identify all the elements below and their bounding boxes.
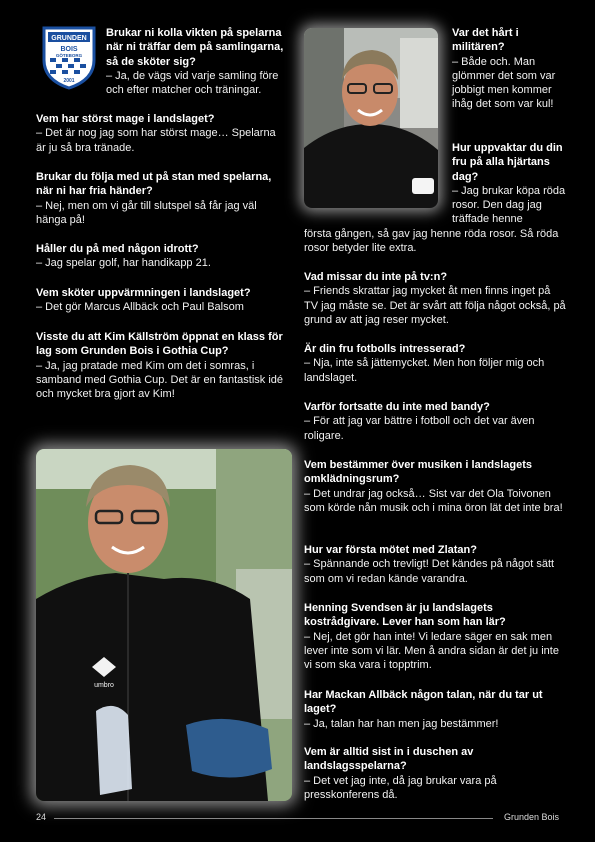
qa-right-6	[304, 688, 566, 731]
qa-left-4	[36, 330, 286, 401]
answer: – Både och. Man glömmer det som var jobbigt men kommer ihåg det som var kul!	[452, 55, 556, 111]
page-number: 24	[36, 812, 47, 822]
photo-coach-with-bag	[36, 449, 292, 801]
footer-title: Grunden Bois	[503, 812, 559, 822]
question: Vad missar du inte på tv:n?	[304, 271, 448, 283]
answer: – Det gör Marcus Allbäck och Paul Balsom	[36, 301, 244, 314]
qa-right-4	[304, 543, 566, 586]
qa-right-1	[304, 342, 566, 385]
question: Var det hårt i militären?	[452, 27, 519, 54]
question: Är din fru fotbolls intresserad?	[304, 343, 466, 355]
answer: – För att jag var bättre i fotboll och det var även roligare.	[304, 415, 535, 442]
question: Henning Svendsen är ju landslagets kostrådgivare. Lever han som han lär?	[304, 602, 506, 629]
answer: – Nja, inte så jättemycket. Men hon följer mig och landslaget.	[304, 357, 545, 384]
logo-top-text: GRUNDEN	[51, 35, 87, 42]
answer: – Friends skrattar jag mycket åt men finns inget på TV jag måste se. Det är svårt att följa något också, på grund av att jag reser mycket.	[304, 285, 566, 326]
question: Brukar du följa med ut på stan med spelarna, när ni har fria händer?	[36, 171, 272, 198]
answer: – Jag spelar golf, har handikapp 21.	[36, 257, 211, 270]
answer: – Nej, men om vi går till slutspel så får jag väl hänga på!	[36, 199, 257, 226]
qa-left-0	[36, 112, 286, 155]
question: Vem har störst mage i landslaget?	[36, 113, 215, 125]
qa-right-7	[304, 745, 566, 802]
answer: – Det är nog jag som har störst mage… Spelarna är ju så bra tränade.	[36, 127, 276, 154]
question: Vem bestämmer över musiken i landslagets omklädningsrum?	[304, 459, 533, 486]
qa-right-3	[304, 458, 566, 515]
qa-right-5	[304, 601, 566, 672]
question: Har Mackan Allbäck någon talan, när du tar ut laget?	[304, 689, 543, 716]
qa-narrow-1	[452, 141, 568, 227]
qa-left-2	[36, 242, 286, 271]
answer: – Det undrar jag också… Sist var det Ola Toivonen som körde nån musik och i mina öron lät det inte bra!	[304, 487, 563, 514]
qa-narrow-0	[452, 26, 568, 112]
answer: – Spännande och trevligt! Det kändes på något sätt som om vi redan kände varandra.	[304, 558, 555, 585]
question: Hur var första mötet med Zlatan?	[304, 544, 477, 556]
logo-bottom-text: GÖTEBORG	[55, 53, 83, 58]
photo-coach-smiling	[304, 28, 438, 208]
qa-right-2	[304, 400, 566, 443]
question: Vem är alltid sist in i duschen av landslagsspelarna?	[304, 746, 474, 773]
answer: – Ja, jag pratade med Kim om det i somras, i samband med Gothia Cup. Det är en fantastisk idé och mycket bra gjort av Kim!	[36, 359, 284, 401]
question: Håller du på med någon idrott?	[36, 243, 199, 255]
answer: – Ja, talan har han men jag bestämmer!	[304, 717, 499, 730]
club-logo	[40, 24, 98, 90]
question: Hur uppvaktar du din fru på alla hjärtans dag?	[452, 142, 563, 183]
answer: – Jag brukar köpa röda rosor. Den dag jag träffade henne	[452, 184, 566, 226]
shirt-logo: umbro	[94, 682, 114, 689]
question: Vem sköter uppvärmningen i landslaget?	[36, 287, 251, 299]
question: Brukar ni kolla vikten på spelarna när ni träffar dem på samlingarna, så de sköter sig?	[106, 27, 284, 68]
qa-left-1	[36, 170, 286, 227]
question: Visste du att Kim Källström öppnat en klass för lag som Grunden Bois i Gothia Cup?	[36, 331, 283, 358]
answer: – Nej, det gör han inte! Vi ledare säger en sak men lever inte som vi lär. Men å andra sidan är det ju inte vi som ska vara i topptrim.	[304, 630, 559, 672]
question: Varför fortsatte du inte med bandy?	[304, 401, 490, 413]
qa-left-3	[36, 286, 286, 315]
logo-middle-text: BOIS	[60, 46, 78, 53]
footer-divider	[54, 818, 493, 819]
qa-right-0	[304, 270, 566, 327]
logo-year: 2001	[63, 78, 75, 84]
qa-intro	[106, 26, 284, 97]
answer: – Det vet jag inte, då jag brukar vara på presskonferens då.	[304, 774, 497, 801]
answer: – Ja, de vägs vid varje samling före och efter matcher och träningar.	[106, 69, 279, 97]
answer-continuation: första gången, så gav jag henne röda rosor. Så röda rosor betyder lite extra.	[304, 228, 559, 255]
